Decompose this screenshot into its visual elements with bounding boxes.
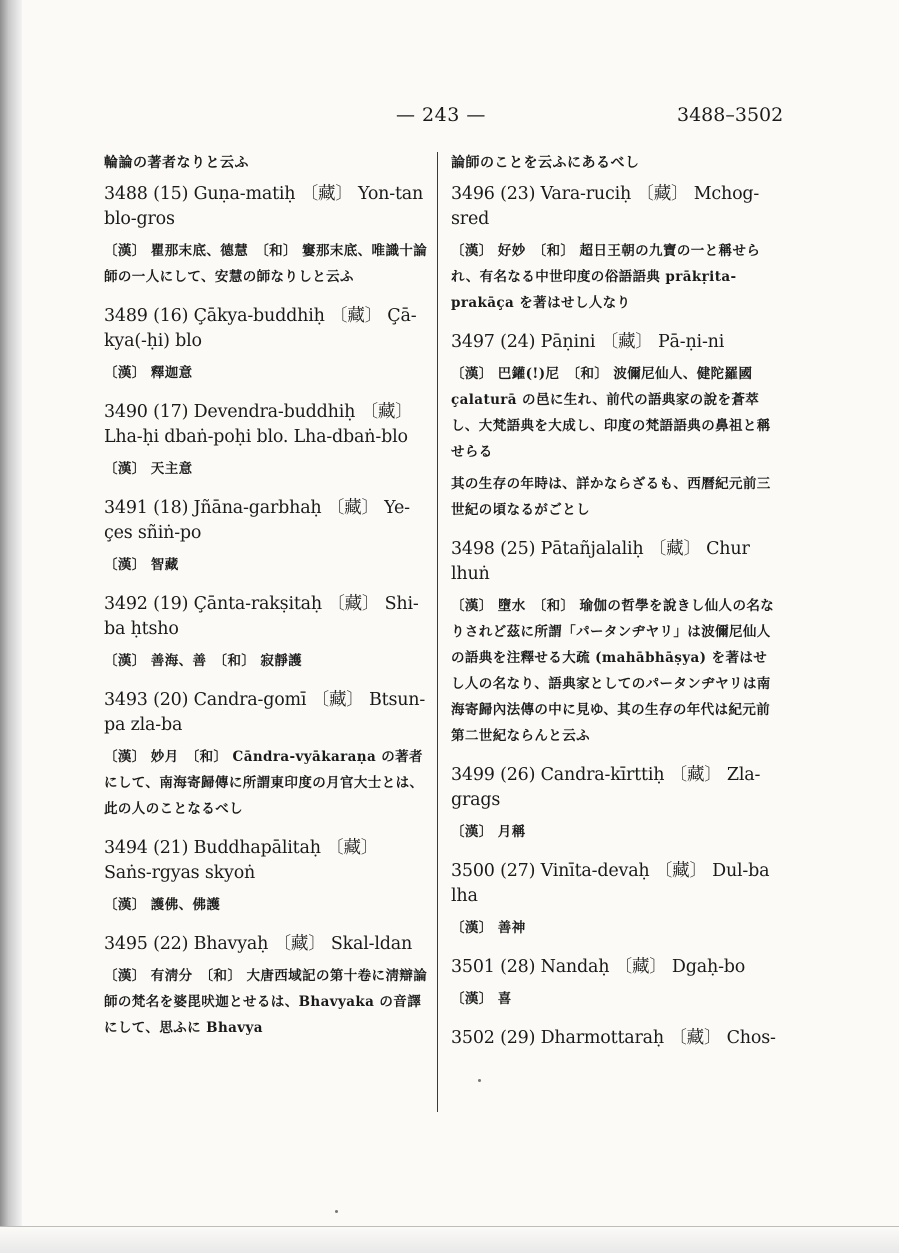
dictionary-entry — [451, 859, 781, 941]
entry-heading: 3489 (16) Çākya-buddhiḥ 〔藏〕 Çā-kya(-ḥi) blo — [104, 306, 417, 351]
dictionary-entry — [451, 763, 781, 845]
entry-note: 〔漢〕 釋迦意 — [104, 365, 193, 381]
entry-note: 其の生存の年時は、詳かならざるも、西曆紀元前三世紀の頃なるがごとし — [451, 476, 771, 518]
entry-heading: 3502 (29) Dharmottaraḥ 〔藏〕 Chos- — [451, 1028, 776, 1048]
dictionary-entry — [104, 304, 429, 386]
entry-note: 〔漢〕 妙月 〔和〕 Cāndra-vyākaraṇa の著者にして、南海寄歸傳に所謂東印度の月官大士とは、此の人のことなるべし — [104, 749, 424, 817]
entry-note: 〔漢〕 護佛、佛護 — [104, 897, 221, 913]
dictionary-entry — [451, 1026, 781, 1051]
entry-heading: 3488 (15) Guṇa-matiḥ 〔藏〕 Yon-tan blo-gros — [104, 184, 424, 229]
dictionary-entry — [104, 932, 429, 1041]
dictionary-entry — [104, 688, 429, 822]
entry-heading: 3494 (21) Buddhapālitaḥ 〔藏〕 Saṅs-rgyas skyoṅ — [104, 838, 379, 883]
entry-note: 〔漢〕 喜 — [451, 991, 512, 1007]
dictionary-entry — [451, 537, 781, 749]
continuation-text: 輪論の著者なりと云ふ — [104, 155, 249, 171]
entry-note: 〔漢〕 月稱 — [451, 824, 526, 840]
right-column — [451, 150, 781, 1065]
entry-heading: 3501 (28) Nandaḥ 〔藏〕 Dgaḥ-bo — [451, 957, 746, 977]
entry-heading: 3496 (23) Vara-ruciḥ 〔藏〕 Mchog-sred — [451, 184, 760, 229]
continuation-text: 論師のことを云ふにあるべし — [451, 155, 640, 171]
dictionary-entry — [104, 592, 429, 674]
entry-note: 〔漢〕 墮水 〔和〕 瑜伽の哲學を說きし仙人の名なりされど茲に所謂「パータンヂヤリ」は波儞尼仙人の語典を注釋せる大疏 (mahābhāṣya) を著はせし人の名なり、語典家としてのパータンヂヤリは南海寄歸內法傳の中に見ゆ、其の生存の年代は紀元前第二世紀ならんと云ふ — [451, 598, 775, 744]
page-header — [0, 104, 899, 134]
entry-note: 〔漢〕 善海、善 〔和〕 寂靜護 — [104, 653, 303, 669]
entry-range: 3488–3502 — [677, 104, 784, 126]
entry-note: 〔漢〕 巴鑵(!)尼 〔和〕 波儞尼仙人、健陀羅國 çalaturā の邑に生れ、前代の語典家の說を蒼萃し、大梵語典を大成し、印度の梵語語典の鼻祖と稱せらる — [451, 366, 771, 460]
column-divider — [437, 152, 438, 1112]
dictionary-entry — [451, 955, 781, 1012]
entry-note: 〔漢〕 瞿那末底、德慧 〔和〕 窶那末底、唯識十論師の一人にして、安慧の師なりしと云ふ — [104, 243, 428, 285]
scan-speck — [335, 1210, 338, 1213]
entry-note: 〔漢〕 智藏 — [104, 557, 179, 573]
entry-heading: 3493 (20) Candra-gomī 〔藏〕 Btsun-pa zla-ba — [104, 690, 426, 735]
page-number: — 243 — — [396, 104, 486, 126]
entry-note: 〔漢〕 善神 — [451, 920, 526, 936]
dictionary-entry — [451, 182, 781, 316]
binding-shadow — [0, 0, 22, 1240]
dictionary-entry — [451, 330, 781, 523]
scan-speck — [478, 1079, 481, 1082]
entry-note: 〔漢〕 好妙 〔和〕 超日王朝の九寶の一と稱せられ、有名なる中世印度の俗語語典 prākṛita-prakāça を著はせし人なり — [451, 243, 761, 311]
left-column — [104, 150, 429, 1055]
entry-heading: 3498 (25) Pātañjalaliḥ 〔藏〕 Chur lhuṅ — [451, 539, 750, 584]
entry-heading: 3500 (27) Vinīta-devaḥ 〔藏〕 Dul-ba lha — [451, 861, 770, 906]
entry-note: 〔漢〕 天主意 — [104, 461, 193, 477]
entry-note: 〔漢〕 有淸分 〔和〕 大唐西域記の第十卷に淸辯論師の梵名を婆毘吠迦とせるは、Bhavyaka の音譯にして、思ふに Bhavya — [104, 968, 428, 1036]
dictionary-entry — [104, 400, 429, 482]
dictionary-entry — [104, 836, 429, 918]
dictionary-entry — [104, 182, 429, 290]
page-bottom-edge — [0, 1226, 899, 1253]
entry-heading: 3495 (22) Bhavyaḥ 〔藏〕 Skal-ldan — [104, 934, 413, 954]
entry-heading: 3490 (17) Devendra-buddhiḥ 〔藏〕 Lha-ḥi dbaṅ-poḥi blo. Lha-dbaṅ-blo — [104, 402, 413, 447]
entry-heading: 3491 (18) Jñāna-garbhaḥ 〔藏〕 Ye-çes sñiṅ-po — [104, 498, 410, 543]
entry-heading: 3499 (26) Candra-kīrttiḥ 〔藏〕 Zla-grags — [451, 765, 761, 810]
entry-heading: 3497 (24) Pāṇini 〔藏〕 Pā-ṇi-ni — [451, 332, 725, 352]
entry-heading: 3492 (19) Çānta-rakṣitaḥ 〔藏〕 Shi-ba ḥtsho — [104, 594, 419, 639]
dictionary-entry — [104, 496, 429, 578]
